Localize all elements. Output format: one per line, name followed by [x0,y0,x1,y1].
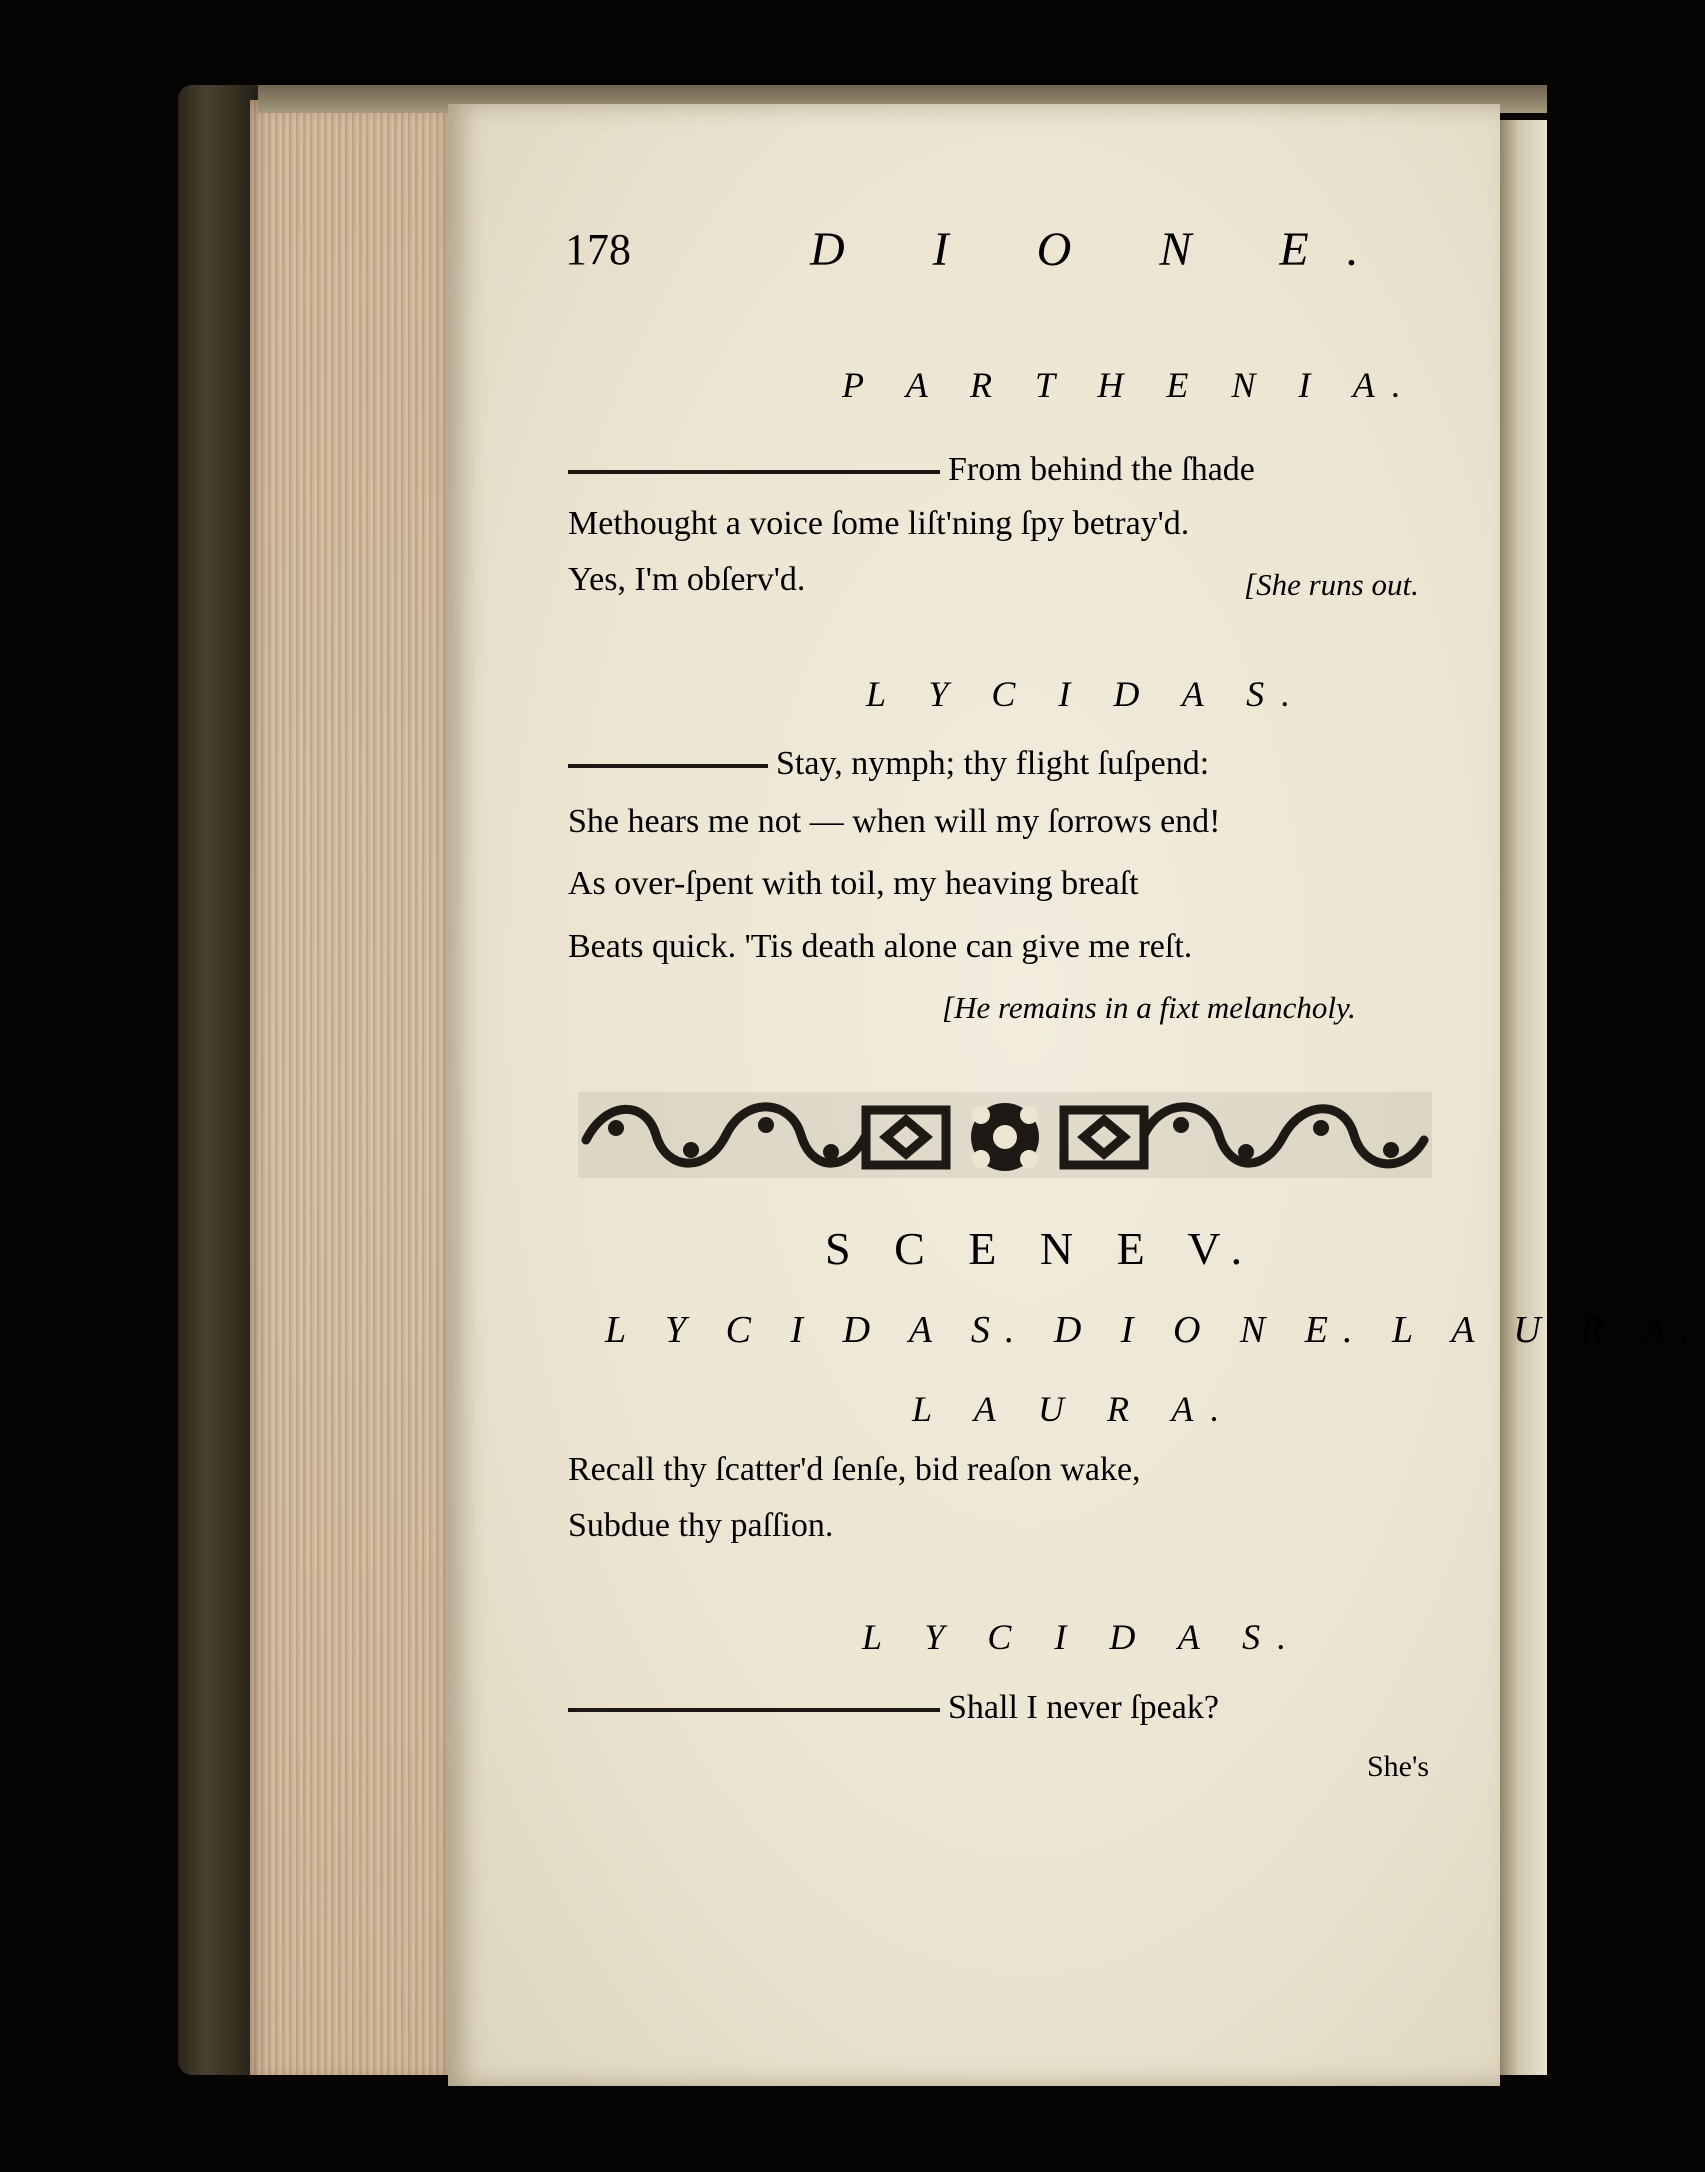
verse-line: As over-ſpent with toil, my heaving breaſt [568,865,1139,902]
verse-line: Yes, I'm obſerv'd. [568,561,806,598]
verse-line [568,1686,1219,1730]
facing-page-gutter [1500,120,1547,2080]
decorative-ornament [576,1080,1434,1190]
verse-line [568,448,1255,492]
scene-characters: L Y C I D A S. D I O N E. L A U R A. [605,1309,1705,1351]
em-dash-rule [568,764,768,768]
speaker-name: L Y C I D A S. [866,674,1308,714]
scene-heading: S C E N E V. [825,1223,1259,1274]
speaker-name: P A R T H E N I A. [842,365,1418,405]
verse-line: Subdue thy paſſion. [568,1507,834,1544]
stage-direction: [She runs out. [1244,567,1419,602]
verse-line [568,742,1209,786]
em-dash-rule [568,1708,940,1712]
stage-direction: [He remains in a fixt melancholy. [942,990,1356,1025]
em-dash-rule [568,470,940,474]
book-spine [178,85,258,2075]
page-number: 178 [565,225,631,274]
catchword: She's [1367,1750,1430,1783]
page-edges [250,100,455,2085]
running-head: D I O N E. [810,223,1397,276]
verse-text: Stay, nymph; thy flight ſuſpend: [776,745,1210,782]
speaker-name: L A U R A. [912,1389,1237,1429]
verse-line: Recall thy ſcatter'd ſenſe, bid reaſon wake, [568,1451,1141,1488]
verse-text: Shall I never ſpeak? [948,1689,1219,1726]
verse-line: Beats quick. 'Tis death alone can give me reſt. [568,928,1193,965]
verse-text: From behind the ſhade [948,451,1255,488]
bottom-shadow [178,2075,1547,2172]
verse-line: Methought a voice ſome liſt'ning ſpy betray'd. [568,505,1190,542]
speaker-name: L Y C I D A S. [862,1617,1304,1657]
verse-line: She hears me not — when will my ſorrows end! [568,803,1221,840]
